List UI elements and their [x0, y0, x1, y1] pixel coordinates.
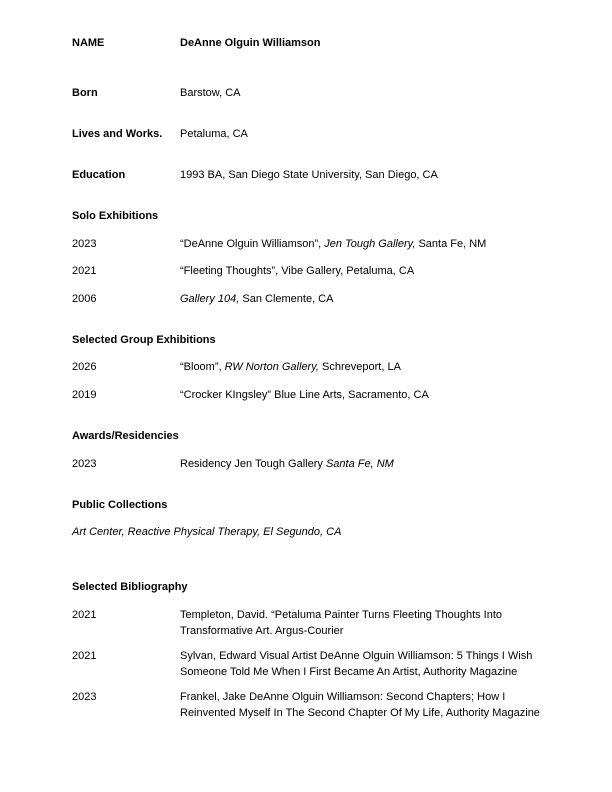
group-entry [180, 360, 401, 374]
solo-year: 2021 [72, 265, 97, 277]
group-venue: RW Norton Gallery, [224, 361, 319, 373]
bibliography-year: 2021 [72, 609, 97, 621]
collections-text: Art Center, Reactive Physical Therapy, El Segundo, CA [72, 526, 342, 538]
name-value: DeAnne Olguin Williamson [180, 37, 321, 49]
awards-entry [180, 457, 394, 471]
born-value: Barstow, CA [180, 87, 241, 99]
born-label: Born [72, 87, 98, 99]
solo-venue: Gallery 104, [180, 293, 240, 305]
lives-label: Lives and Works. [72, 128, 163, 140]
group-entry: “Crocker KIngsley” Blue Line Arts, Sacramento, CA [180, 389, 429, 401]
solo-title: “DeAnne Olguin Williamson”, [180, 238, 325, 250]
bibliography-heading: Selected Bibliography [72, 581, 188, 593]
solo-place: San Clemente, CA [239, 293, 334, 305]
group-year: 2019 [72, 389, 97, 401]
lives-value: Petaluma, CA [180, 128, 248, 140]
name-label: NAME [72, 37, 105, 49]
education-label: Education [72, 169, 126, 181]
group-year: 2026 [72, 361, 97, 373]
solo-heading: Solo Exhibitions [72, 210, 159, 222]
bibliography-entry: Frankel, Jake DeAnne Olguin Williamson: Second Chapters; How I Reinvented Myself In The Second Chapter Of My Life, Authority Magazine [180, 691, 540, 719]
awards-venue: Santa Fe, NM [325, 458, 394, 470]
solo-place: Santa Fe, NM [415, 238, 487, 250]
bibliography-entry: Sylvan, Edward Visual Artist DeAnne Olguin Williamson: 5 Things I Wish Someone Told Me When I First Became An Artist, Authority Magazine [180, 650, 533, 678]
solo-year: 2006 [72, 293, 97, 305]
awards-title: Residency Jen Tough Gallery [180, 458, 326, 470]
collections-heading: Public Collections [72, 499, 168, 511]
group-title: “Bloom”, [180, 361, 225, 373]
solo-year: 2023 [72, 238, 97, 250]
bibliography-year: 2021 [72, 650, 97, 662]
bibliography-entry: Templeton, David. “Petaluma Painter Turns Fleeting Thoughts Into Transformative Art. Argus-Courier [180, 609, 503, 637]
awards-year: 2023 [72, 458, 97, 470]
group-heading: Selected Group Exhibitions [72, 334, 216, 346]
solo-entry: “Fleeting Thoughts”, Vibe Gallery, Petaluma, CA [180, 265, 415, 277]
solo-entry [180, 292, 333, 306]
bibliography-year: 2023 [72, 691, 97, 703]
group-place: Schreveport, LA [318, 361, 401, 373]
solo-entry [180, 237, 486, 251]
awards-heading: Awards/Residencies [72, 430, 179, 442]
solo-venue: Jen Tough Gallery, [324, 238, 416, 250]
education-value: 1993 BA, San Diego State University, San Diego, CA [180, 169, 438, 181]
